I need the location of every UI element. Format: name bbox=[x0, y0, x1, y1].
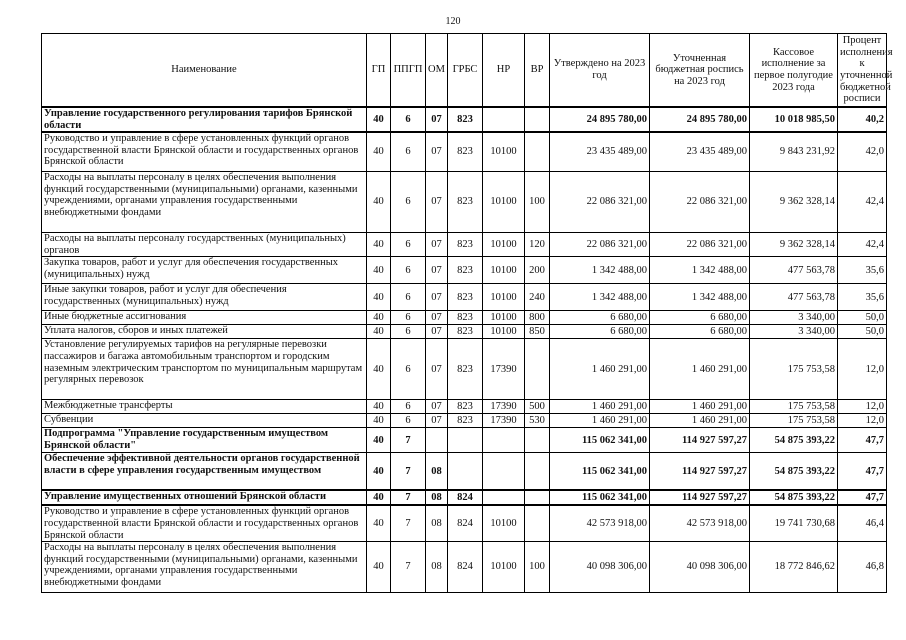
table-row bbox=[42, 490, 887, 505]
cell-revised: 1 342 488,00 bbox=[650, 257, 750, 284]
cell-gp: 40 bbox=[367, 257, 391, 284]
header-nr: НР bbox=[483, 34, 525, 108]
cell-om: 07 bbox=[426, 311, 448, 325]
table-header-row bbox=[42, 34, 887, 108]
cell-nr: 10100 bbox=[483, 257, 525, 284]
cell-nr bbox=[483, 490, 525, 505]
cell-om: 07 bbox=[426, 325, 448, 339]
cell-grbs: 823 bbox=[448, 400, 483, 414]
cell-ppgp: 7 bbox=[391, 542, 426, 593]
cell-percent: 12,0 bbox=[838, 400, 887, 414]
cell-nr bbox=[483, 453, 525, 491]
cell-grbs: 824 bbox=[448, 505, 483, 541]
cell-vr: 100 bbox=[525, 172, 550, 233]
cell-vr: 850 bbox=[525, 325, 550, 339]
cell-grbs: 823 bbox=[448, 284, 483, 311]
cell-cash: 175 753,58 bbox=[750, 339, 838, 400]
header-cash: Кассовое исполнение за первое полугодие 2023 года bbox=[750, 34, 838, 108]
cell-nr: 10100 bbox=[483, 172, 525, 233]
cell-gp: 40 bbox=[367, 325, 391, 339]
cell-nr: 10100 bbox=[483, 325, 525, 339]
cell-name: Межбюджетные трансферты bbox=[42, 400, 367, 414]
cell-percent: 46,8 bbox=[838, 542, 887, 593]
cell-grbs: 823 bbox=[448, 339, 483, 400]
cell-revised: 23 435 489,00 bbox=[650, 132, 750, 172]
cell-om: 07 bbox=[426, 400, 448, 414]
cell-grbs: 823 bbox=[448, 107, 483, 132]
cell-revised: 40 098 306,00 bbox=[650, 542, 750, 593]
cell-nr bbox=[483, 428, 525, 453]
cell-om: 07 bbox=[426, 284, 448, 311]
table-row bbox=[42, 542, 887, 593]
cell-ppgp: 6 bbox=[391, 325, 426, 339]
cell-name: Управление государственного регулирования тарифов Брянской области bbox=[42, 107, 367, 132]
cell-ppgp: 6 bbox=[391, 233, 426, 257]
cell-om: 07 bbox=[426, 257, 448, 284]
cell-vr bbox=[525, 428, 550, 453]
cell-name: Подпрограмма "Управление государственным имуществом Брянской области" bbox=[42, 428, 367, 453]
cell-cash: 54 875 393,22 bbox=[750, 490, 838, 505]
cell-gp: 40 bbox=[367, 505, 391, 541]
cell-vr bbox=[525, 132, 550, 172]
cell-om bbox=[426, 428, 448, 453]
cell-om: 07 bbox=[426, 414, 448, 428]
cell-revised: 1 460 291,00 bbox=[650, 414, 750, 428]
cell-name: Руководство и управление в сфере установленных функций органов государственной власти Брянской области и государственных органов Брянской области bbox=[42, 132, 367, 172]
cell-approved: 115 062 341,00 bbox=[550, 428, 650, 453]
cell-om: 07 bbox=[426, 172, 448, 233]
cell-percent: 42,4 bbox=[838, 233, 887, 257]
table-row bbox=[42, 339, 887, 400]
table-row bbox=[42, 257, 887, 284]
cell-name: Расходы на выплаты персоналу в целях обеспечения выполнения функций государственными (муниципальными) органами, казенными учреждениями, органами управления государственными внебюджетными фондами bbox=[42, 542, 367, 593]
cell-name: Обеспечение эффективной деятельности органов государственной власти в сфере управления государственным имуществом bbox=[42, 453, 367, 491]
cell-ppgp: 6 bbox=[391, 414, 426, 428]
table-row bbox=[42, 325, 887, 339]
cell-vr bbox=[525, 490, 550, 505]
cell-om: 07 bbox=[426, 233, 448, 257]
cell-gp: 40 bbox=[367, 107, 391, 132]
cell-cash: 54 875 393,22 bbox=[750, 428, 838, 453]
cell-om: 07 bbox=[426, 107, 448, 132]
cell-cash: 477 563,78 bbox=[750, 284, 838, 311]
cell-revised: 24 895 780,00 bbox=[650, 107, 750, 132]
table-row bbox=[42, 400, 887, 414]
cell-revised: 114 927 597,27 bbox=[650, 490, 750, 505]
header-vr: ВР bbox=[525, 34, 550, 108]
cell-grbs bbox=[448, 453, 483, 491]
cell-revised: 22 086 321,00 bbox=[650, 172, 750, 233]
cell-name: Расходы на выплаты персоналу в целях обеспечения выполнения функций государственными (муниципальными) органами, казенными учреждениями, органами управления государственными внебюджетными фондами bbox=[42, 172, 367, 233]
cell-gp: 40 bbox=[367, 490, 391, 505]
cell-cash: 3 340,00 bbox=[750, 311, 838, 325]
cell-gp: 40 bbox=[367, 400, 391, 414]
header-name: Наименование bbox=[42, 34, 367, 108]
header-revised: Уточненная бюджетная роспись на 2023 год bbox=[650, 34, 750, 108]
table-row bbox=[42, 233, 887, 257]
cell-ppgp: 6 bbox=[391, 339, 426, 400]
cell-name: Субвенции bbox=[42, 414, 367, 428]
cell-approved: 40 098 306,00 bbox=[550, 542, 650, 593]
cell-grbs: 823 bbox=[448, 257, 483, 284]
cell-approved: 1 460 291,00 bbox=[550, 339, 650, 400]
cell-nr: 17390 bbox=[483, 414, 525, 428]
cell-cash: 477 563,78 bbox=[750, 257, 838, 284]
cell-name: Установление регулируемых тарифов на регулярные перевозки пассажиров и багажа автомобильным транспортом и городским наземным электрическим транспортом по муниципальным маршрутам регулярных перевозок bbox=[42, 339, 367, 400]
cell-nr: 10100 bbox=[483, 284, 525, 311]
cell-approved: 24 895 780,00 bbox=[550, 107, 650, 132]
header-ppgp: ППГП bbox=[391, 34, 426, 108]
cell-name: Иные бюджетные ассигнования bbox=[42, 311, 367, 325]
cell-name: Руководство и управление в сфере установленных функций органов государственной власти Брянской области и государственных органов Брянской области bbox=[42, 505, 367, 541]
cell-percent: 40,2 bbox=[838, 107, 887, 132]
cell-ppgp: 6 bbox=[391, 311, 426, 325]
cell-revised: 6 680,00 bbox=[650, 311, 750, 325]
cell-gp: 40 bbox=[367, 428, 391, 453]
cell-ppgp: 7 bbox=[391, 505, 426, 541]
cell-cash: 9 362 328,14 bbox=[750, 233, 838, 257]
table-row bbox=[42, 414, 887, 428]
cell-percent: 47,7 bbox=[838, 490, 887, 505]
cell-percent: 47,7 bbox=[838, 428, 887, 453]
cell-percent: 42,4 bbox=[838, 172, 887, 233]
cell-cash: 3 340,00 bbox=[750, 325, 838, 339]
cell-gp: 40 bbox=[367, 311, 391, 325]
cell-nr: 10100 bbox=[483, 132, 525, 172]
cell-grbs: 824 bbox=[448, 542, 483, 593]
header-percent: Процент исполнения к уточненной бюджетной росписи bbox=[838, 34, 887, 108]
cell-gp: 40 bbox=[367, 233, 391, 257]
cell-approved: 1 342 488,00 bbox=[550, 257, 650, 284]
cell-ppgp: 6 bbox=[391, 257, 426, 284]
table-row bbox=[42, 505, 887, 541]
cell-name: Иные закупки товаров, работ и услуг для обеспечения государственных (муниципальных) нужд bbox=[42, 284, 367, 311]
cell-percent: 46,4 bbox=[838, 505, 887, 541]
cell-gp: 40 bbox=[367, 414, 391, 428]
cell-ppgp: 7 bbox=[391, 428, 426, 453]
cell-percent: 47,7 bbox=[838, 453, 887, 491]
cell-cash: 18 772 846,62 bbox=[750, 542, 838, 593]
table-row bbox=[42, 453, 887, 491]
cell-ppgp: 6 bbox=[391, 172, 426, 233]
cell-nr: 10100 bbox=[483, 505, 525, 541]
cell-grbs: 823 bbox=[448, 172, 483, 233]
cell-ppgp: 6 bbox=[391, 284, 426, 311]
cell-approved: 6 680,00 bbox=[550, 325, 650, 339]
cell-cash: 9 362 328,14 bbox=[750, 172, 838, 233]
cell-grbs: 823 bbox=[448, 414, 483, 428]
cell-ppgp: 7 bbox=[391, 453, 426, 491]
cell-om: 08 bbox=[426, 490, 448, 505]
cell-om: 08 bbox=[426, 505, 448, 541]
page-number: 120 bbox=[445, 16, 461, 27]
cell-nr: 10100 bbox=[483, 233, 525, 257]
cell-om: 08 bbox=[426, 542, 448, 593]
cell-approved: 22 086 321,00 bbox=[550, 233, 650, 257]
cell-grbs: 823 bbox=[448, 132, 483, 172]
cell-cash: 54 875 393,22 bbox=[750, 453, 838, 491]
cell-grbs: 823 bbox=[448, 311, 483, 325]
cell-gp: 40 bbox=[367, 284, 391, 311]
table-row bbox=[42, 132, 887, 172]
table-row bbox=[42, 107, 887, 132]
table-row bbox=[42, 172, 887, 233]
cell-name: Закупка товаров, работ и услуг для обеспечения государственных (муниципальных) нужд bbox=[42, 257, 367, 284]
cell-vr: 240 bbox=[525, 284, 550, 311]
cell-ppgp: 6 bbox=[391, 400, 426, 414]
cell-vr: 530 bbox=[525, 414, 550, 428]
cell-grbs: 824 bbox=[448, 490, 483, 505]
cell-vr: 100 bbox=[525, 542, 550, 593]
cell-revised: 22 086 321,00 bbox=[650, 233, 750, 257]
cell-nr: 10100 bbox=[483, 542, 525, 593]
cell-revised: 6 680,00 bbox=[650, 325, 750, 339]
cell-approved: 42 573 918,00 bbox=[550, 505, 650, 541]
cell-cash: 9 843 231,92 bbox=[750, 132, 838, 172]
cell-nr bbox=[483, 107, 525, 132]
cell-percent: 50,0 bbox=[838, 311, 887, 325]
cell-revised: 114 927 597,27 bbox=[650, 428, 750, 453]
cell-approved: 6 680,00 bbox=[550, 311, 650, 325]
cell-cash: 175 753,58 bbox=[750, 414, 838, 428]
cell-vr: 800 bbox=[525, 311, 550, 325]
cell-gp: 40 bbox=[367, 542, 391, 593]
cell-revised: 42 573 918,00 bbox=[650, 505, 750, 541]
table-row bbox=[42, 284, 887, 311]
cell-vr: 200 bbox=[525, 257, 550, 284]
header-om: ОМ bbox=[426, 34, 448, 108]
cell-name: Управление имущественных отношений Брянской области bbox=[42, 490, 367, 505]
header-gp: ГП bbox=[367, 34, 391, 108]
header-grbs: ГРБС bbox=[448, 34, 483, 108]
cell-vr bbox=[525, 453, 550, 491]
cell-vr: 120 bbox=[525, 233, 550, 257]
cell-om: 08 bbox=[426, 453, 448, 491]
cell-percent: 42,0 bbox=[838, 132, 887, 172]
cell-percent: 50,0 bbox=[838, 325, 887, 339]
cell-revised: 1 342 488,00 bbox=[650, 284, 750, 311]
cell-nr: 17390 bbox=[483, 339, 525, 400]
cell-name: Расходы на выплаты персоналу государственных (муниципальных) органов bbox=[42, 233, 367, 257]
cell-approved: 115 062 341,00 bbox=[550, 490, 650, 505]
cell-vr: 500 bbox=[525, 400, 550, 414]
cell-approved: 1 460 291,00 bbox=[550, 400, 650, 414]
cell-nr: 10100 bbox=[483, 311, 525, 325]
cell-percent: 12,0 bbox=[838, 414, 887, 428]
cell-om: 07 bbox=[426, 132, 448, 172]
cell-revised: 114 927 597,27 bbox=[650, 453, 750, 491]
cell-nr: 17390 bbox=[483, 400, 525, 414]
cell-om: 07 bbox=[426, 339, 448, 400]
budget-execution-table bbox=[41, 33, 893, 593]
cell-approved: 1 342 488,00 bbox=[550, 284, 650, 311]
cell-percent: 12,0 bbox=[838, 339, 887, 400]
cell-ppgp: 6 bbox=[391, 107, 426, 132]
cell-name: Уплата налогов, сборов и иных платежей bbox=[42, 325, 367, 339]
cell-gp: 40 bbox=[367, 339, 391, 400]
cell-vr bbox=[525, 107, 550, 132]
table-row bbox=[42, 428, 887, 453]
cell-approved: 1 460 291,00 bbox=[550, 414, 650, 428]
cell-gp: 40 bbox=[367, 132, 391, 172]
cell-revised: 1 460 291,00 bbox=[650, 400, 750, 414]
cell-grbs: 823 bbox=[448, 325, 483, 339]
cell-grbs: 823 bbox=[448, 233, 483, 257]
table-row bbox=[42, 311, 887, 325]
cell-approved: 115 062 341,00 bbox=[550, 453, 650, 491]
cell-ppgp: 6 bbox=[391, 132, 426, 172]
cell-gp: 40 bbox=[367, 453, 391, 491]
cell-ppgp: 7 bbox=[391, 490, 426, 505]
cell-percent: 35,6 bbox=[838, 257, 887, 284]
cell-approved: 22 086 321,00 bbox=[550, 172, 650, 233]
cell-vr bbox=[525, 505, 550, 541]
cell-grbs bbox=[448, 428, 483, 453]
cell-cash: 10 018 985,50 bbox=[750, 107, 838, 132]
cell-approved: 23 435 489,00 bbox=[550, 132, 650, 172]
header-approved: Утверждено на 2023 год bbox=[550, 34, 650, 108]
cell-cash: 19 741 730,68 bbox=[750, 505, 838, 541]
cell-vr bbox=[525, 339, 550, 400]
cell-percent: 35,6 bbox=[838, 284, 887, 311]
cell-gp: 40 bbox=[367, 172, 391, 233]
cell-cash: 175 753,58 bbox=[750, 400, 838, 414]
cell-revised: 1 460 291,00 bbox=[650, 339, 750, 400]
